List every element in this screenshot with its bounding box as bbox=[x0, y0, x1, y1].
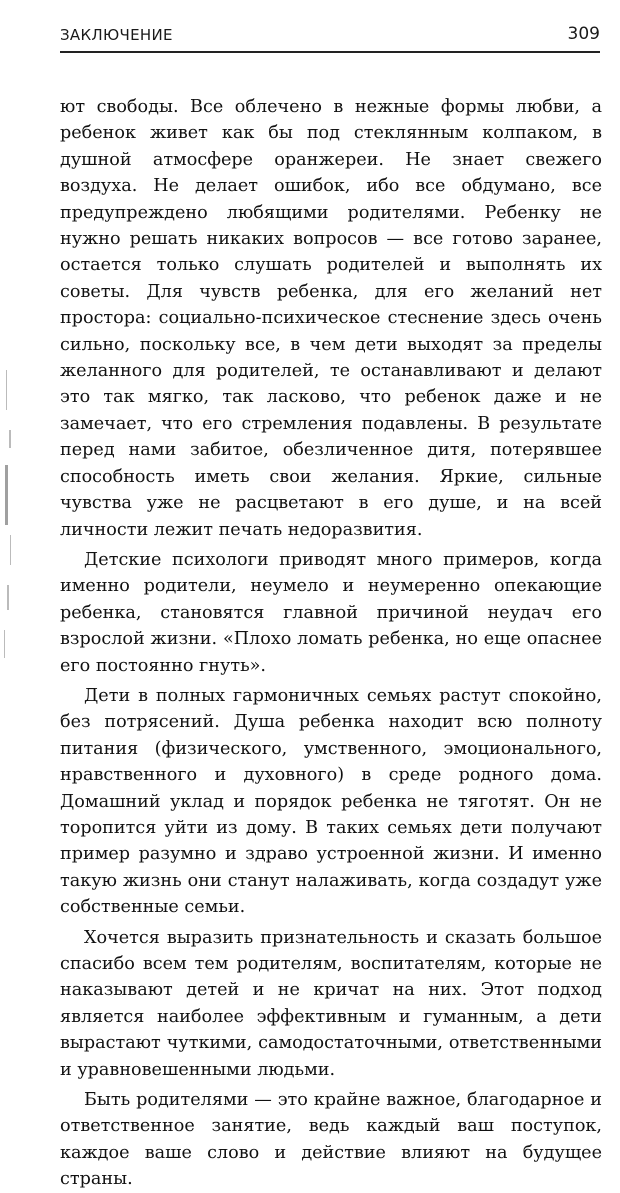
paragraph: Дети в полных гармоничных семьях растут спокойно, без потрясений. Душа ребенка находит всю полноту питания (физического, умственного, эмоционального, нравственного и духовного) в среде родного дома. Домашний уклад и порядок ребенка не тяготят. Он не торопится уйти из дому. В таких семьях дети получают пример разумно и здраво устроенной жизни. И именно такую жизнь они станут налаживать, когда создадут уже собственные семьи. bbox=[60, 685, 602, 918]
paragraph: Хочется выразить признательность и сказать большое спасибо всем тем родителям, воспитателям, которые не наказывают детей и не кричат на них. Этот подход является наиболее эффективным и гуманным, а дети вырастают чуткими, самодостаточными, ответственными и уравновешенными людьми. bbox=[60, 927, 602, 1080]
paragraph: ют свободы. Все облечено в нежные формы любви, а ребенок живет как бы под стеклянным колпаком, в душной атмосфере оранжереи. Не знает свежего воздуха. Не делает ошибок, ибо все обдумано, все предупреждено любящими родителями. Ребенку не нужно решать никаких вопросов — все готово заранее, остается только слушать родителей и выполнять их советы. Для чувств ребенка, для его желаний нет простора: социально-психическое стеснение здесь очень сильно, поскольку все, в чем дети выходят за пределы желанного для родителей, те останавливают и делают это так мягко, так ласково, что ребенок даже и не замечает, что его стремления подавлены. В результате перед нами забитое, обезличенное дитя, потерявшее способность иметь свои желания. Яркие, сильные чувства уже не расцветают в его душе, и на всей личности лежит печать недоразвития. bbox=[60, 97, 602, 540]
body-text bbox=[60, 94, 602, 1193]
paragraph: Быть родителями — это крайне важное, благодарное и ответственное занятие, ведь каждый ваш поступок, каждое ваше слово и действие влияют на будущее страны. bbox=[60, 1090, 602, 1190]
paragraph: Детские психологи приводят много примеров, когда именно родители, неумело и неумеренно опекающие ребенка, становятся главной причиной неудач его взрослой жизни. «Плохо ломать ребенка, но еще опаснее его постоянно гнуть». bbox=[60, 549, 602, 676]
chapter-title: ЗАКЛЮЧЕНИЕ bbox=[60, 26, 173, 44]
running-header bbox=[60, 26, 600, 48]
scan-edge-marks bbox=[0, 370, 22, 660]
page-number: 309 bbox=[567, 24, 600, 44]
header-rule bbox=[60, 51, 600, 53]
